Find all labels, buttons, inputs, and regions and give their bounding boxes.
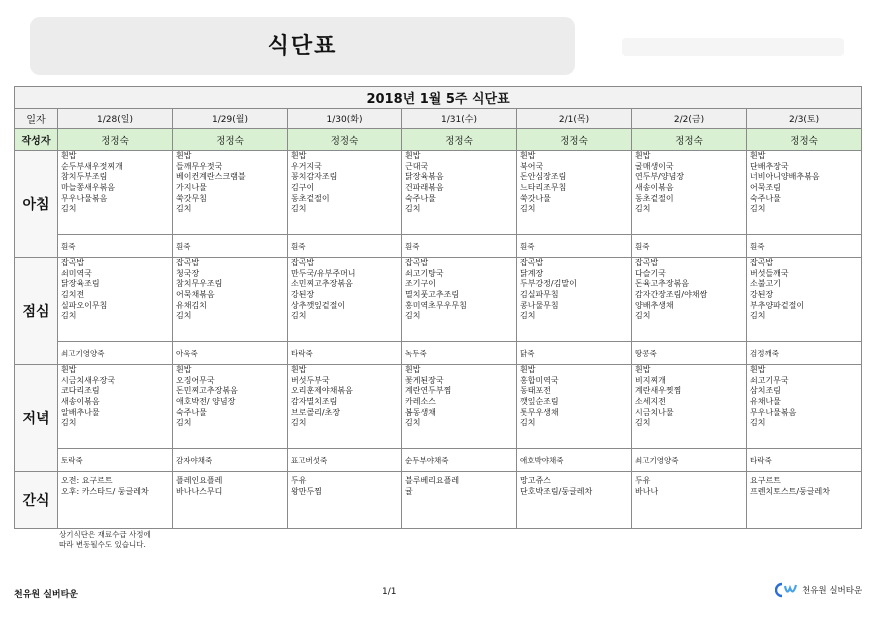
menu-item: 숙주나물 <box>176 407 207 417</box>
date-cell: 2/2(금) <box>632 109 747 129</box>
menu-table <box>14 86 862 529</box>
lunch-porridge-cell: 쇠고기영양죽 <box>58 342 173 365</box>
dinner-porridge-cell: 표고버섯죽 <box>288 449 402 472</box>
menu-item: 쇠미역국 <box>61 268 92 278</box>
breakfast-label: 아침 <box>15 151 58 258</box>
menu-item: 부추양파겉절이 <box>750 300 805 310</box>
menu-item: 들깨무우젓국 <box>176 161 223 171</box>
date-cell: 1/29(월) <box>173 109 288 129</box>
menu-item: 다슬기국 <box>635 268 666 278</box>
menu-item: 느타리조무침 <box>520 183 567 193</box>
menu-item: 무우나물볶음 <box>750 407 797 417</box>
menu-item: 시금치새우장국 <box>61 375 116 385</box>
menu-item: 소세지전 <box>635 397 666 407</box>
dinner-day-cell <box>402 365 517 449</box>
dinner-day-cell <box>58 365 173 449</box>
breakfast-day-cell <box>747 151 862 235</box>
menu-item: 홍합미역국 <box>520 375 559 385</box>
footer-page-number: 1/1 <box>382 587 397 597</box>
snack-day-cell <box>58 472 173 529</box>
menu-item: 시금치나물 <box>635 407 674 417</box>
menu-item: 쑥갓무침 <box>176 193 207 203</box>
menu-item: 귤 <box>405 486 413 496</box>
snack-day-cell <box>173 472 288 529</box>
menu-item: 건파래볶음 <box>405 183 444 193</box>
menu-item: 오전: 요구르트 <box>61 476 113 485</box>
menu-item: 알배추나물 <box>61 407 100 417</box>
menu-item: 김치 <box>176 311 192 321</box>
menu-item: 흰밥 <box>291 151 307 160</box>
breakfast-porridge-cell: 흰죽 <box>173 235 288 258</box>
menu-item: 동초겉절이 <box>635 193 674 203</box>
menu-item: 돈육고추장볶음 <box>635 279 690 289</box>
menu-item: 플레인요플레 <box>176 476 223 485</box>
breakfast-day-cell <box>58 151 173 235</box>
menu-item: 김치 <box>635 204 651 214</box>
breakfast-day-cell <box>402 151 517 235</box>
menu-item: 계란연두부찜 <box>405 386 452 396</box>
breakfast-day-cell <box>632 151 747 235</box>
date-cell: 1/30(화) <box>288 109 402 129</box>
menu-item: 굴매생이국 <box>635 161 674 171</box>
menu-item: 김치 <box>635 418 651 428</box>
menu-item: 닭장육조림 <box>61 279 100 289</box>
menu-item: 순두부새우젓찌개 <box>61 161 123 171</box>
date-header-label: 일자 <box>15 109 58 129</box>
menu-item: 흰밥 <box>405 365 421 374</box>
menu-item: 잡곡밥 <box>176 258 200 267</box>
dinner-porridge-cell: 애호박야채죽 <box>517 449 632 472</box>
menu-item: 소불고기 <box>750 279 781 289</box>
menu-item: 흰밥 <box>176 151 192 160</box>
snack-day-cell <box>402 472 517 529</box>
menu-item: 홍미역초무우무침 <box>405 300 467 310</box>
menu-item: 만두국/유부주머니 <box>291 268 356 278</box>
menu-item: 김치 <box>635 311 651 321</box>
menu-item: 김실파무침 <box>520 290 559 300</box>
writer-header-label: 작성자 <box>15 129 58 151</box>
lunch-porridge-cell: 타락죽 <box>288 342 402 365</box>
menu-item: 돈민찌고추장볶음 <box>176 386 238 396</box>
lunch-day-cell <box>517 258 632 342</box>
menu-item: 연두부/양념장 <box>635 172 685 182</box>
menu-item: 어묵채볶음 <box>176 290 215 300</box>
footer-org: 천유원 실버타운 <box>14 590 78 600</box>
menu-item: 카레소스 <box>405 397 436 407</box>
lunch-porridge-cell: 닭죽 <box>517 342 632 365</box>
dinner-label: 저녁 <box>15 365 58 472</box>
menu-item: 김치 <box>520 311 536 321</box>
writer-cell: 정정숙 <box>632 129 747 151</box>
menu-item: 상추깻잎겉절이 <box>291 300 346 310</box>
lunch-day-cell <box>402 258 517 342</box>
date-cell: 2/1(목) <box>517 109 632 129</box>
footer-logo <box>775 582 862 598</box>
menu-item: 멸치풋고추조림 <box>405 290 460 300</box>
writer-cell: 정정숙 <box>747 129 862 151</box>
menu-item: 돈안심장조림 <box>520 172 567 182</box>
menu-item: 유채나물 <box>750 397 781 407</box>
menu-item: 애호박전/ 양념장 <box>176 397 236 407</box>
menu-item: 무우나물볶음 <box>61 193 108 203</box>
menu-item: 김치전 <box>61 290 85 300</box>
menu-item: 새송이볶음 <box>635 183 674 193</box>
breakfast-day-cell <box>173 151 288 235</box>
menu-item: 쑥갓나물 <box>520 193 551 203</box>
lunch-day-cell <box>288 258 402 342</box>
menu-item: 김치 <box>291 418 307 428</box>
menu-item: 깻잎순조림 <box>520 397 559 407</box>
menu-item: 꽁치감자조림 <box>291 172 338 182</box>
menu-item: 김치 <box>61 204 77 214</box>
lunch-porridge-cell: 땅콩죽 <box>632 342 747 365</box>
snack-day-cell <box>747 472 862 529</box>
menu-item: 흰밥 <box>635 365 651 374</box>
menu-item: 잡곡밥 <box>520 258 544 267</box>
breakfast-porridge-cell: 흰죽 <box>58 235 173 258</box>
page-title: 식단표 <box>267 34 338 59</box>
menu-item: 흰밥 <box>520 151 536 160</box>
menu-item: 마늘쫑새우볶음 <box>61 183 116 193</box>
lunch-porridge-cell: 아욱죽 <box>173 342 288 365</box>
menu-item: 참치무우조림 <box>176 279 223 289</box>
menu-item: 오리훈제야채볶음 <box>291 386 353 396</box>
menu-item: 계란새우찟찜 <box>635 386 682 396</box>
dinner-day-cell <box>173 365 288 449</box>
menu-item: 흰밥 <box>61 365 77 374</box>
breakfast-day-cell <box>517 151 632 235</box>
menu-item: 봄동생채 <box>405 407 436 417</box>
menu-item: 두유 <box>635 476 651 485</box>
menu-item: 실파오이무침 <box>61 300 108 310</box>
writer-cell: 정정숙 <box>58 129 173 151</box>
menu-item: 닭계장 <box>520 268 544 278</box>
menu-note <box>59 530 151 550</box>
menu-item: 흰밥 <box>405 151 421 160</box>
menu-item: 김치 <box>291 311 307 321</box>
logo-icon <box>775 582 799 598</box>
dinner-day-cell <box>517 365 632 449</box>
menu-item: 콩나물무침 <box>520 300 559 310</box>
snack-day-cell <box>517 472 632 529</box>
menu-item: 우거지국 <box>291 161 322 171</box>
menu-item: 왕만두찜 <box>291 486 322 496</box>
menu-item: 김치 <box>61 311 77 321</box>
note-line: 상기식단은 재료수급 사정에 <box>59 530 151 539</box>
writer-cell: 정정숙 <box>517 129 632 151</box>
lunch-day-cell <box>747 258 862 342</box>
menu-item: 단호박조림/둥글레차 <box>520 486 593 496</box>
lunch-porridge-cell: 검정깨죽 <box>747 342 862 365</box>
menu-item: 가지나물 <box>176 183 207 193</box>
header-blank-bar <box>622 38 844 56</box>
menu-item: 오징어무국 <box>176 375 215 385</box>
menu-item: 쇠고기무국 <box>750 375 789 385</box>
menu-item: 김치 <box>750 204 766 214</box>
menu-item: 새송이볶음 <box>61 397 100 407</box>
page-title-box <box>30 17 575 75</box>
lunch-porridge-cell: 녹두죽 <box>402 342 517 365</box>
writer-cell: 정정숙 <box>288 129 402 151</box>
menu-item: 프렌치토스트/둥글레차 <box>750 486 830 496</box>
menu-item: 숙주나물 <box>750 193 781 203</box>
menu-item: 바나나스무디 <box>176 486 223 496</box>
menu-item: 오후: 카스타드/ 둥글레차 <box>61 486 149 496</box>
menu-item: 두유 <box>291 476 307 485</box>
menu-item: 조기구이 <box>405 279 436 289</box>
menu-item: 강된장 <box>291 290 315 300</box>
breakfast-porridge-cell: 흰죽 <box>402 235 517 258</box>
dinner-porridge-cell: 감자야채죽 <box>173 449 288 472</box>
menu-item: 코다리조림 <box>61 386 100 396</box>
menu-item: 감자멸치조림 <box>291 397 338 407</box>
menu-item: 소민찌고추장볶음 <box>291 279 353 289</box>
menu-item: 요구르트 <box>750 476 781 485</box>
menu-item: 김치 <box>750 311 766 321</box>
menu-item: 버섯들깨국 <box>750 268 789 278</box>
dinner-porridge-cell: 순두부야채죽 <box>402 449 517 472</box>
dinner-porridge-cell: 토락죽 <box>58 449 173 472</box>
breakfast-day-cell <box>288 151 402 235</box>
note-line: 따라 변동될수도 있습니다. <box>59 540 146 549</box>
menu-item: 너비아니양배추볶음 <box>750 172 820 182</box>
menu-item: 톳무우생채 <box>520 407 559 417</box>
menu-item: 흰밥 <box>750 151 766 160</box>
date-cell: 1/28(일) <box>58 109 173 129</box>
date-cell: 2/3(토) <box>747 109 862 129</box>
menu-item: 감자간장조림/야채쌈 <box>635 290 708 300</box>
menu-item: 꽃게된장국 <box>405 375 444 385</box>
date-cell: 1/31(수) <box>402 109 517 129</box>
menu-item: 양배추생채 <box>635 300 674 310</box>
menu-item: 버섯두부국 <box>291 375 330 385</box>
menu-item: 김치 <box>405 418 421 428</box>
dinner-day-cell <box>632 365 747 449</box>
menu-item: 흰밥 <box>750 365 766 374</box>
breakfast-porridge-cell: 흰죽 <box>517 235 632 258</box>
lunch-day-cell <box>173 258 288 342</box>
menu-item: 바나나 <box>635 486 659 496</box>
writer-cell: 정정숙 <box>173 129 288 151</box>
logo-brand-text: 천유원 실버타운 <box>802 586 863 596</box>
breakfast-porridge-cell: 흰죽 <box>747 235 862 258</box>
menu-item: 김치 <box>291 204 307 214</box>
menu-item: 망고쥬스 <box>520 476 551 485</box>
menu-item: 근대국 <box>405 161 429 171</box>
menu-item: 베이컨계란스크램블 <box>176 172 246 182</box>
snack-label: 간식 <box>15 472 58 529</box>
menu-item: 김구이 <box>291 183 315 193</box>
menu-item: 강된장 <box>750 290 774 300</box>
menu-item: 김치 <box>405 311 421 321</box>
menu-item: 브로콜리/초장 <box>291 407 341 417</box>
menu-item: 잡곡밥 <box>61 258 85 267</box>
menu-item: 잡곡밥 <box>405 258 429 267</box>
menu-item: 김치 <box>61 418 77 428</box>
menu-item: 삼치조림 <box>750 386 781 396</box>
menu-item: 비지찌개 <box>635 375 666 385</box>
menu-item: 김치 <box>750 418 766 428</box>
menu-item: 흰밥 <box>176 365 192 374</box>
dinner-day-cell <box>288 365 402 449</box>
snack-day-cell <box>288 472 402 529</box>
menu-item: 흰밥 <box>61 151 77 160</box>
menu-item: 잡곡밥 <box>291 258 315 267</box>
menu-item: 닭장육볶음 <box>405 172 444 182</box>
menu-item: 참치두부조림 <box>61 172 108 182</box>
week-title: 2018년 1월 5주 식단표 <box>15 87 862 109</box>
menu-item: 흰밥 <box>520 365 536 374</box>
dinner-day-cell <box>747 365 862 449</box>
menu-item: 블루베리요플레 <box>405 476 460 485</box>
menu-item: 북어국 <box>520 161 544 171</box>
menu-item: 숙주나물 <box>405 193 436 203</box>
menu-item: 동태포전 <box>520 386 551 396</box>
lunch-day-cell <box>58 258 173 342</box>
menu-item: 유채김치 <box>176 300 207 310</box>
menu-item: 청국장 <box>176 268 200 278</box>
menu-item: 단배추장국 <box>750 161 789 171</box>
menu-item: 잡곡밥 <box>750 258 774 267</box>
menu-item: 김치 <box>176 204 192 214</box>
breakfast-porridge-cell: 흰죽 <box>288 235 402 258</box>
menu-item: 김치 <box>520 418 536 428</box>
menu-item: 어묵조림 <box>750 183 781 193</box>
menu-item: 흰밥 <box>291 365 307 374</box>
menu-item: 잡곡밥 <box>635 258 659 267</box>
lunch-label: 점심 <box>15 258 58 365</box>
dinner-porridge-cell: 타락죽 <box>747 449 862 472</box>
menu-item: 흰밥 <box>635 151 651 160</box>
menu-item: 김치 <box>520 204 536 214</box>
breakfast-porridge-cell: 흰죽 <box>632 235 747 258</box>
menu-item: 쇠고기탕국 <box>405 268 444 278</box>
menu-item: 김치 <box>405 204 421 214</box>
snack-day-cell <box>632 472 747 529</box>
menu-item: 동초겉절이 <box>291 193 330 203</box>
dinner-porridge-cell: 쇠고기영양죽 <box>632 449 747 472</box>
lunch-day-cell <box>632 258 747 342</box>
writer-cell: 정정숙 <box>402 129 517 151</box>
menu-item: 김치 <box>176 418 192 428</box>
menu-item: 두부강정/김말이 <box>520 279 577 289</box>
